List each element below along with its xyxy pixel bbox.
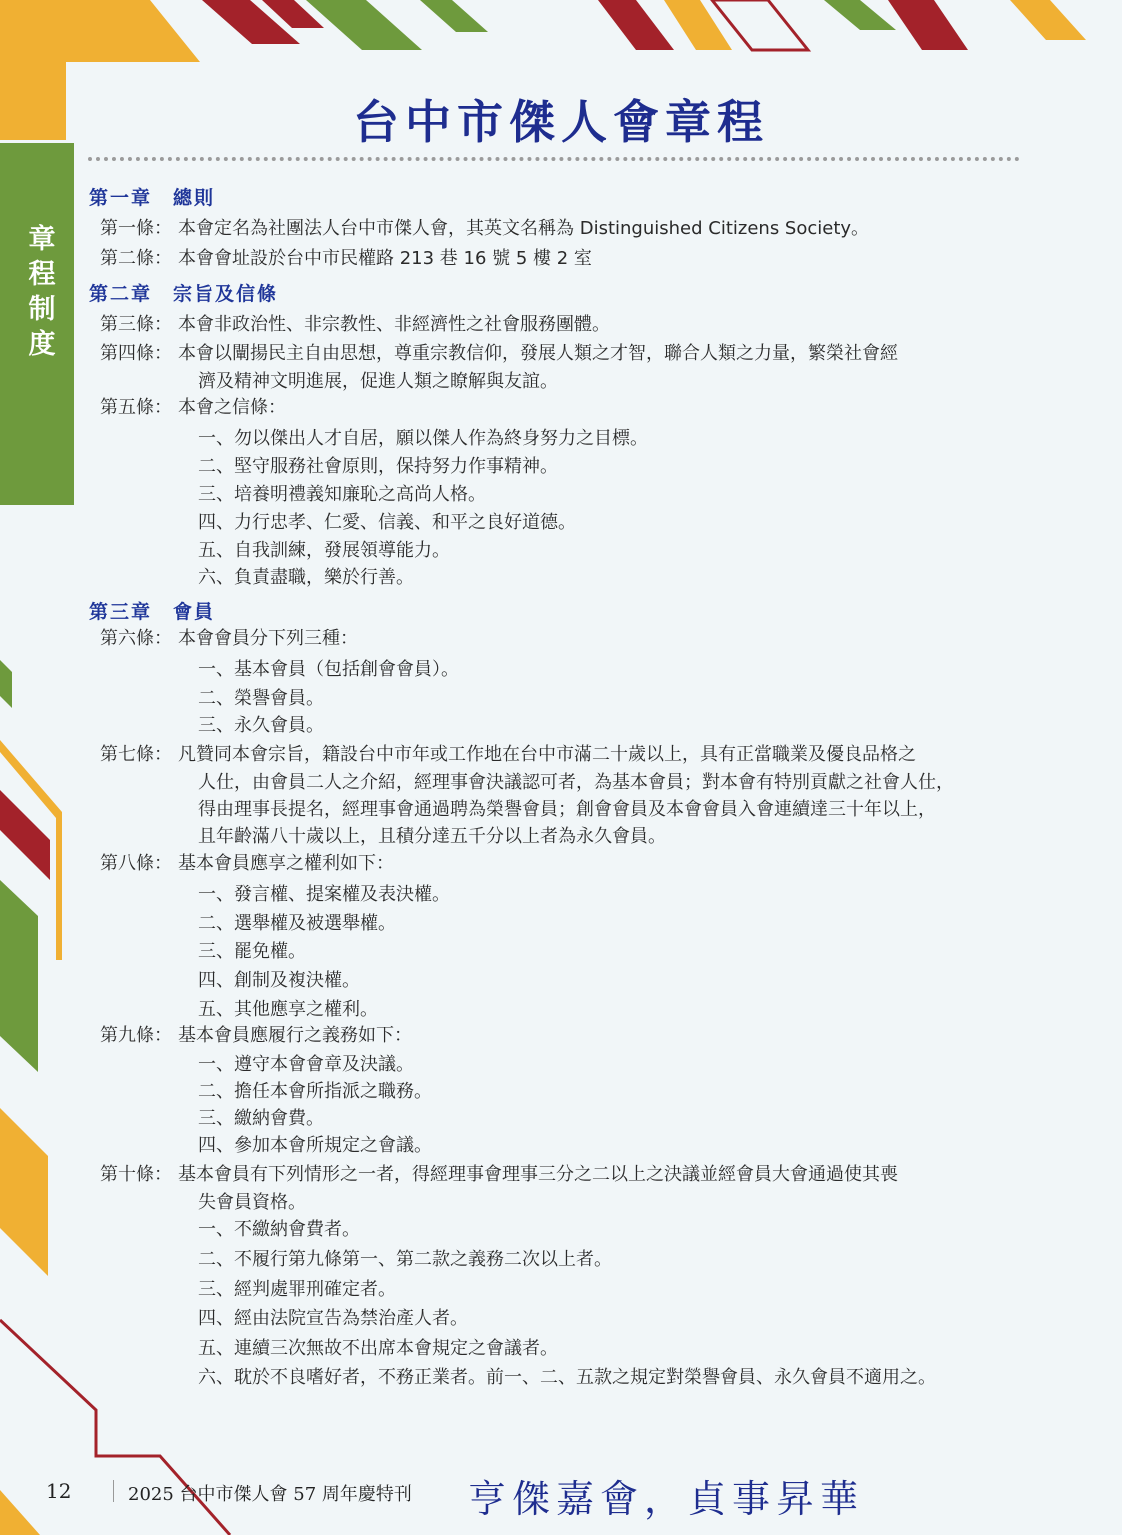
list-item: 四、力行忠孝、仁愛、信義、和平之良好道德。 [198,512,576,533]
list-item: 六、負責盡職，樂於行善。 [198,567,414,588]
list-item: 五、連續三次無故不出席本會規定之會議者。 [198,1338,558,1359]
list-item: 三、永久會員。 [198,715,324,736]
article-1 [100,215,1030,242]
list-item: 四、經由法院宣告為禁治產人者。 [198,1308,468,1329]
page-number: 12 [46,1479,72,1503]
article-label: 第六條： [100,628,172,649]
list-item: 二、不履行第九條第一、第二款之義務二次以上者。 [198,1249,612,1270]
chapter-heading: 第一章 總則 [89,187,216,209]
list-item: 六、耽於不良嗜好者，不務正業者。前一、二、五款之規定對榮譽會員、永久會員不適用之。 [198,1367,936,1388]
list-item: 五、自我訓練，發展領導能力。 [198,540,450,561]
article-label: 第一條： [100,218,172,239]
article-text: 基本會員有下列情形之一者，得經理事會理事三分之二以上之決議並經會員大會通過使其喪 [178,1164,898,1185]
article-5 [100,394,1030,421]
article-text: 本會非政治性、非宗教性、非經濟性之社會服務團體。 [178,314,610,335]
article-continuation: 人仕，由會員二人之介紹，經理事會決議認可者，為基本會員；對本會有特別貢獻之社會人仕， [198,772,954,793]
list-item: 四、創制及複決權。 [198,970,360,991]
article-text: 本會會員分下列三種： [178,628,358,649]
title-divider [88,157,1020,161]
list-item: 一、遵守本會會章及決議。 [198,1054,414,1075]
article-3 [100,311,1030,338]
article-2 [100,245,1030,272]
list-item: 一、發言權、提案權及表決權。 [198,884,450,905]
list-item: 三、培養明禮義知廉恥之高尚人格。 [198,484,486,505]
article-text: 凡贊同本會宗旨，籍設台中市年或工作地在台中市滿二十歲以上，具有正當職業及優良品格之 [178,744,916,765]
chapter-heading: 第二章 宗旨及信條 [89,283,279,305]
article-continuation: 且年齡滿八十歲以上，且積分達五千分以上者為永久會員。 [198,826,666,847]
list-item: 一、不繳納會費者。 [198,1219,360,1240]
article-7 [100,741,1030,768]
article-text: 基本會員應履行之義務如下： [178,1025,412,1046]
list-item: 一、基本會員（包括創會會員）。 [198,659,459,680]
article-label: 第十條： [100,1164,172,1185]
article-10 [100,1161,1030,1188]
article-text: 基本會員應享之權利如下： [178,853,394,874]
article-label: 第三條： [100,314,172,335]
article-label: 第二條： [100,248,172,269]
article-label: 第八條： [100,853,172,874]
list-item: 二、榮譽會員。 [198,688,324,709]
list-item: 四、參加本會所規定之會議。 [198,1135,432,1156]
article-label: 第七條： [100,744,172,765]
article-text: 本會之信條： [178,397,286,418]
list-item: 二、選舉權及被選舉權。 [198,913,396,934]
publication-title: 2025 台中市傑人會 57 周年慶特刊 [128,1484,412,1505]
article-continuation: 濟及精神文明進展，促進人類之瞭解與友誼。 [198,371,558,392]
list-item: 三、繳納會費。 [198,1108,324,1129]
article-9 [100,1022,1030,1049]
article-continuation: 得由理事長提名，經理事會通過聘為榮譽會員；創會會員及本會會員入會連續達三十年以上， [198,799,936,820]
list-item: 三、經判處罪刑確定者。 [198,1279,396,1300]
chapter-heading: 第三章 會員 [89,601,216,623]
article-4 [100,340,1030,367]
article-label: 第四條： [100,343,172,364]
side-tab-label: 章程制度 [28,224,56,360]
page-title: 台中市傑人會章程 [353,95,769,149]
article-continuation: 失會員資格。 [198,1192,306,1213]
slogan: 亨傑嘉會，貞事昇華 [468,1477,865,1521]
list-item: 二、堅守服務社會原則，保持努力作事精神。 [198,456,558,477]
article-6 [100,625,1030,652]
list-item: 二、擔任本會所指派之職務。 [198,1081,432,1102]
article-text: 本會會址設於台中市民權路 213 巷 16 號 5 樓 2 室 [178,248,592,269]
list-item: 五、其他應享之權利。 [198,999,378,1020]
article-label: 第九條： [100,1025,172,1046]
list-item: 一、勿以傑出人才自居，願以傑人作為終身努力之目標。 [198,428,648,449]
list-item: 三、罷免權。 [198,941,306,962]
article-text: 本會以闡揚民主自由思想，尊重宗教信仰，發展人類之才智，聯合人類之力量，繁榮社會經 [178,343,898,364]
article-label: 第五條： [100,397,172,418]
footer-divider [113,1480,114,1502]
article-8 [100,850,1030,877]
article-text: 本會定名為社團法人台中市傑人會，其英文名稱為 Distinguished Citizens Society。 [178,218,870,239]
